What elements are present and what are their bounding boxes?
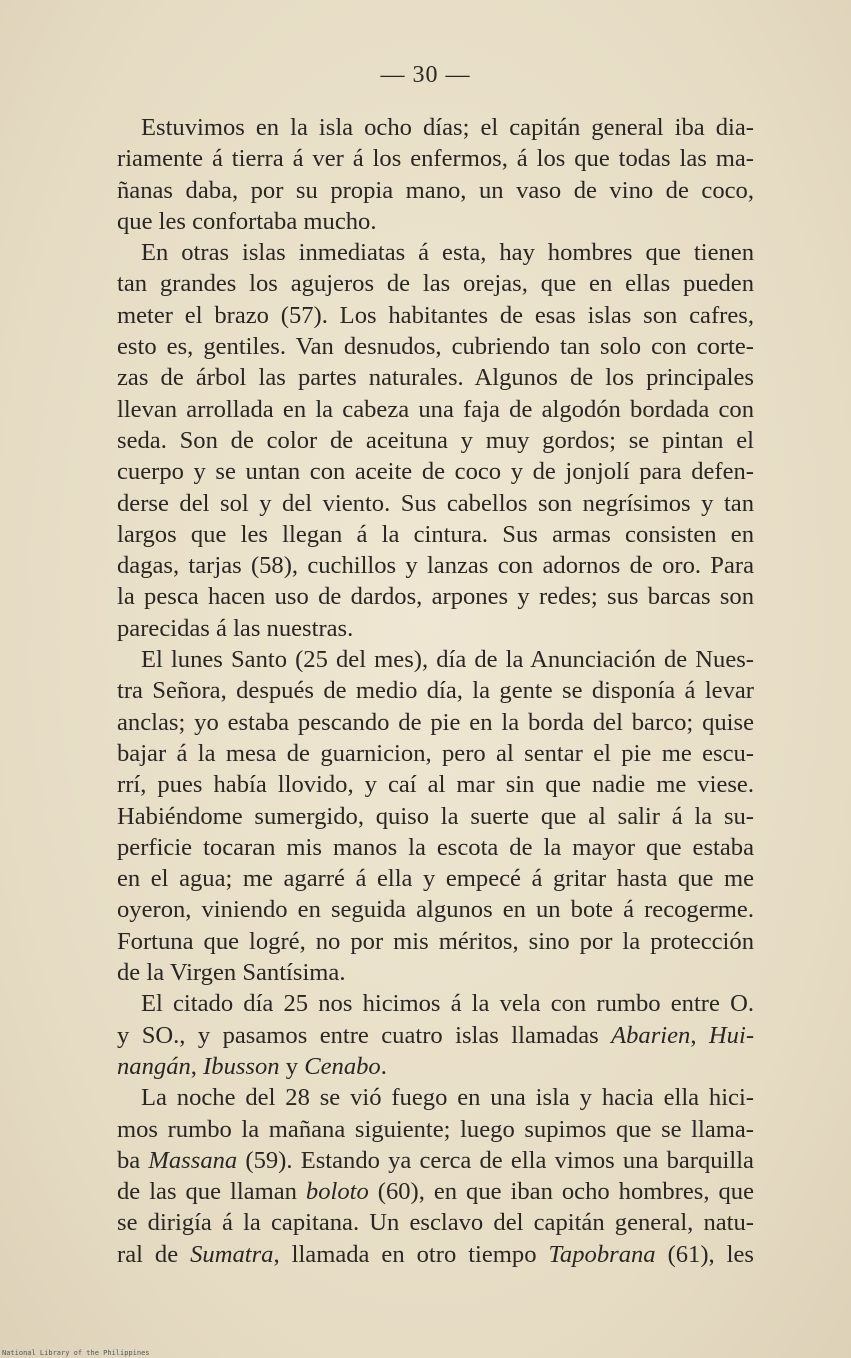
text-segment: El citado día 25 nos hicimos á la vela con rumbo entre O. [141,990,754,1018]
italic-term: Massana [148,1146,238,1174]
text-segment: ñanas daba, por su propia mano, un vaso de vino de coco, [117,176,754,204]
text-segment: que les confortaba mucho. [117,207,377,235]
italic-term: Sumatra [190,1240,274,1268]
text-segment: Habiéndome sumergido, quiso la suerte que al salir á la su- [117,802,754,830]
text-line [117,456,754,487]
text-line [117,1145,754,1176]
text-line [117,832,754,863]
text-segment: meter el brazo (57). Los habitantes de esas islas son cafres, [117,301,754,329]
text-segment: . [380,1052,387,1080]
text-segment: (60), en que iban ocho hombres, que [368,1178,754,1206]
text-segment: perficie tocaran mis manos la escota de la mayor que estaba [117,833,754,861]
italic-term: boloto [305,1178,369,1206]
text-line [117,519,754,550]
text-segment: ba [117,1146,149,1174]
text-segment: de la Virgen Santísima. [117,959,346,987]
text-segment: Fortuna que logré, no por mis méritos, sino por la protección [117,927,754,955]
text-line [117,613,754,644]
text-segment: anclas; yo estaba pescando de pie en la borda del barco; quise [117,708,754,736]
library-footer: National Library of the Philippines [2,1349,150,1357]
text-line [117,362,754,393]
text-segment: en el agua; me agarré á ella y empecé á gritar hasta que me [117,865,754,893]
text-segment: En otras islas inmediatas á esta, hay hombres que tienen [141,239,754,267]
text-segment: ral de [117,1240,191,1268]
text-segment: parecidas á las nuestras. [117,614,354,642]
text-line [117,206,754,237]
text-line [117,863,754,894]
body-text [117,112,754,1270]
text-line [117,894,754,925]
italic-term: nangán [117,1052,191,1080]
italic-term: Abarien [611,1021,691,1049]
text-line [117,394,754,425]
text-segment: de las que llaman [117,1178,306,1206]
text-segment: la pesca hacen uso de dardos, arpones y redes; sus barcas son [117,583,754,611]
text-segment: zas de árbol las partes naturales. Algunos de los principales [117,364,754,392]
text-segment: (59). Estando ya cerca de ella vimos una barquilla [237,1146,754,1174]
text-segment: se dirigía á la capitana. Un esclavo del capitán general, natu- [117,1209,754,1237]
text-segment: derse del sol y del viento. Sus cabellos son negrísimos y tan [117,489,754,517]
page-number: — 30 — [380,62,471,88]
text-segment: dagas, tarjas (58), cuchillos y lanzas con adornos de oro. Para [117,552,754,580]
text-segment: bajar á la mesa de guarnicion, pero al sentar el pie me escu- [117,739,754,767]
text-segment: La noche del 28 se vió fuego en una isla y hacia ella hici- [141,1084,754,1112]
text-line [117,268,754,299]
text-line [117,1239,754,1270]
text-line [117,550,754,581]
text-line [117,1051,754,1082]
text-line [117,237,754,268]
text-line [117,488,754,519]
text-segment: mos rumbo la mañana siguiente; luego supimos que se llama- [117,1115,754,1143]
text-line [117,988,754,1019]
text-segment: y [279,1052,305,1080]
text-line [117,769,754,800]
text-line [117,1114,754,1145]
text-line [117,738,754,769]
text-segment: Estuvimos en la isla ocho días; el capitán general iba dia- [141,114,754,141]
text-segment: esto es, gentiles. Van desnudos, cubriendo tan solo con corte- [117,333,754,361]
text-line [117,1207,754,1238]
italic-term: Tapobrana [548,1240,656,1268]
text-line [117,581,754,612]
italic-term: Ibusson [203,1052,280,1080]
text-line [117,957,754,988]
text-segment: largos que les llegan á la cintura. Sus armas consisten en [117,520,754,548]
italic-term: Cenabo [304,1052,381,1080]
text-line [117,675,754,706]
text-segment: tan grandes los agujeros de las orejas, que en ellas pueden [117,270,754,298]
text-line [117,707,754,738]
text-line [117,175,754,206]
text-segment: seda. Son de color de aceituna y muy gordos; se pintan el [117,426,754,454]
text-line [117,1176,754,1207]
text-line [117,644,754,675]
text-segment: rrí, pues había llovido, y caí al mar sin que nadie me viese. [117,771,754,799]
text-segment: llevan arrollada en la cabeza una faja de algodón bordada con [117,395,754,423]
italic-term: Hui- [708,1021,755,1049]
text-line [117,926,754,957]
text-segment: El lunes Santo (25 del mes), día de la Anunciación de Nues- [141,646,754,674]
text-segment: riamente á tierra á ver á los enfermos, á los que todas las ma- [117,145,754,173]
text-segment: oyeron, viniendo en seguida algunos en un bote á recogerme. [117,896,754,924]
text-segment: , [690,1021,709,1049]
text-line [117,425,754,456]
text-segment: y SO., y pasamos entre cuatro islas llamadas [117,1021,612,1049]
text-line [117,300,754,331]
text-line [117,112,754,143]
text-segment: tra Señora, después de medio día, la gente se disponía á levar [117,677,754,705]
text-line [117,331,754,362]
text-line [117,1082,754,1113]
text-line [117,801,754,832]
text-segment: , [190,1052,204,1080]
text-segment: , llamada en otro tiempo [273,1240,549,1268]
text-line [117,143,754,174]
text-line [117,1020,754,1051]
text-segment: cuerpo y se untan con aceite de coco y de jonjolí para defen- [117,458,754,486]
text-segment: (61), les [655,1240,754,1268]
